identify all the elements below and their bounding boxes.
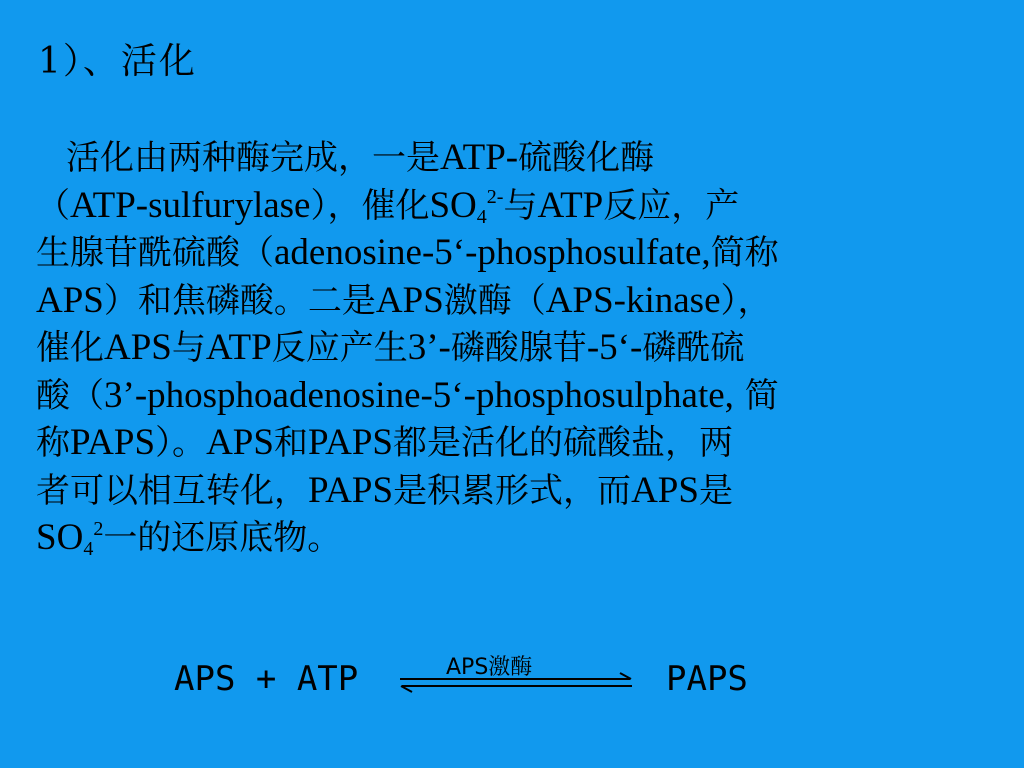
text-span: ）。 — [155, 423, 207, 463]
text-span: 简 — [733, 375, 779, 416]
text-span: APS — [375, 279, 444, 321]
reaction-product: PAPS — [666, 659, 748, 699]
paragraph-line-7 — [36, 419, 986, 467]
text-span: ）和焦磷酸。二是 — [103, 280, 376, 321]
text-span: 是积累形式，而 — [393, 470, 632, 511]
subscript: 4 — [476, 205, 487, 228]
text-span: 反应，产 — [603, 185, 740, 226]
text-span: PAPS — [307, 422, 394, 463]
text-span: APS-kinase — [545, 279, 721, 321]
text-span: 与 — [503, 185, 538, 226]
paragraph-line-6 — [36, 372, 986, 420]
text-span: 反应产生 — [271, 328, 408, 368]
text-span: ATP — [205, 327, 272, 368]
text-span: SO — [429, 184, 477, 226]
text-span: 是 — [698, 470, 733, 511]
enzyme-label: APS激酶 — [446, 655, 533, 680]
body-paragraph — [36, 134, 986, 562]
subscript: 4 — [83, 538, 94, 560]
text-span: ATP- — [440, 137, 519, 178]
text-span: ATP-sulfurylase — [70, 184, 311, 226]
text-span: APS — [36, 279, 104, 321]
text-span: 磷酰硫 — [642, 328, 745, 368]
text-span: 3’- — [407, 327, 451, 368]
paragraph-line-1 — [36, 134, 986, 182]
paragraph-line-3 — [36, 229, 986, 277]
text-span: （ — [36, 185, 70, 226]
reaction-reactants: APS + ATP — [174, 659, 359, 699]
text-span: -5‘- — [586, 327, 643, 368]
paragraph-line-9 — [36, 514, 986, 562]
reversible-arrow-icon — [398, 666, 634, 696]
text-span: 3’-phosphoadenosine-5‘-phosphosulphate, — [104, 374, 734, 416]
text-span: adenosine-5‘-phosphosulfate, — [274, 232, 711, 273]
text-span: ATP — [537, 184, 604, 226]
paragraph-line-8 — [36, 467, 986, 515]
text-span: 和 — [273, 423, 308, 463]
superscript: 2- — [486, 185, 504, 208]
text-span: ），催化 — [310, 185, 430, 226]
paragraph-line-4 — [36, 277, 986, 325]
paragraph-line-5 — [36, 324, 986, 372]
text-span: APS — [104, 327, 172, 368]
text-span: 磷酸腺苷 — [450, 328, 587, 368]
text-span: 激酶（ — [443, 280, 546, 321]
text-span: APS — [206, 422, 274, 463]
text-span: 生腺苷酰硫酸（ — [36, 233, 274, 273]
text-span: APS — [631, 469, 699, 511]
text-span: PAPS — [70, 422, 156, 463]
text-span: SO — [36, 517, 84, 558]
text-span: 者可以相互转化， — [36, 470, 308, 511]
section-title: 1）、活化 — [38, 41, 197, 82]
text-span: 简称 — [710, 233, 779, 273]
text-span: 一的还原底物。 — [103, 518, 342, 558]
text-span: 硫酸化酶 — [518, 138, 655, 178]
text-span: PAPS — [308, 469, 394, 511]
superscript: 2 — [93, 518, 104, 540]
text-span: 催化 — [36, 328, 104, 368]
paragraph-line-2 — [36, 182, 986, 230]
text-span: 称 — [36, 423, 70, 463]
text-span: 都是活化的硫酸盐，两 — [393, 423, 734, 463]
text-span: 酸（ — [36, 375, 104, 416]
text-span: 活化由两种酶完成，一是 — [66, 138, 440, 178]
text-span: 与 — [171, 328, 206, 368]
text-span: ）， — [720, 280, 772, 321]
